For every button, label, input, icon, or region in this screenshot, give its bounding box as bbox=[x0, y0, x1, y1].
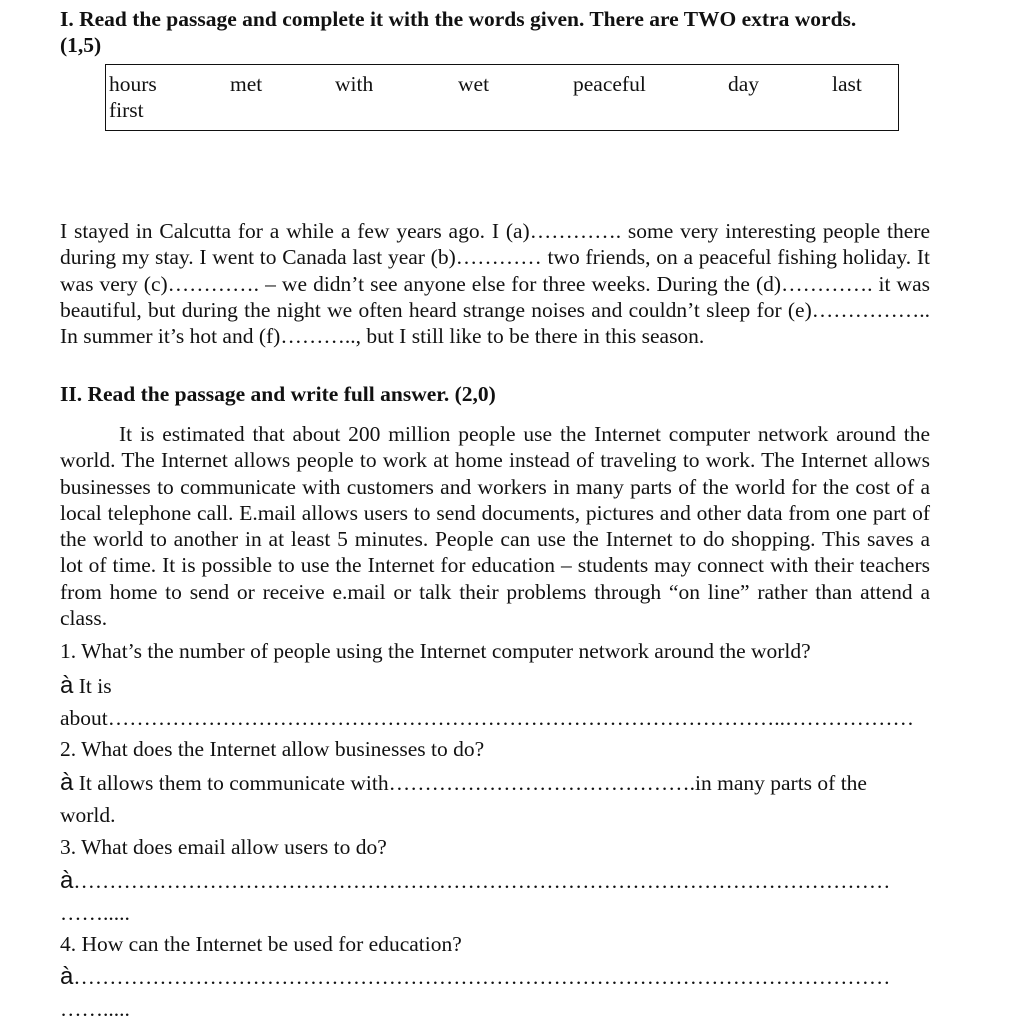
answer-1-line2: about…………………………………………………………………………………..……………… bbox=[60, 706, 915, 730]
section1-heading-text: I. Read the passage and complete it with the words given. There are TWO extra words. bbox=[60, 7, 857, 31]
word-with: with bbox=[335, 72, 374, 96]
section1-passage: I stayed in Calcutta for a while a few years ago. I (a)…………. some very interesting people there during my stay. I went to Canada last year (b)………… two friends, on a peaceful fishing holiday. It was very (c)…………. – we didn’t see anyone else for three weeks. During the (d)…………. it was beautiful, but during the night we often heard strange noises and couldn’t sleep for (e)…………….. In summer it’s hot and (f)……….., but I still like to be there in this season. bbox=[60, 219, 930, 349]
answer-4-line2: ……..... bbox=[60, 997, 130, 1021]
answer-2-line2: world. bbox=[60, 803, 116, 827]
section2-passage: It is estimated that about 200 million people use the Internet computer network around the world. The Internet allows people to work at home instead of traveling to work. The Internet allows businesses to communicate with customers and workers in many parts of the world for the cost of a local telephone call. E.mail allows users to send documents, pictures and other data from one part of the world to another in at least 5 minutes. People can use the Internet to do shopping. This saves a lot of time. It is possible to use the Internet for education – students may connect with their teachers from home to send or receive e.mail or talk their problems through “on line” rather than attend a class. bbox=[60, 422, 930, 631]
word-last: last bbox=[832, 72, 862, 96]
arrow-icon: à bbox=[60, 867, 74, 894]
arrow-icon: à bbox=[60, 963, 74, 990]
word-wet: wet bbox=[458, 72, 490, 96]
arrow-icon: à bbox=[60, 769, 74, 796]
answer-3-line2: ……..... bbox=[60, 901, 130, 925]
answer-3-line1 bbox=[60, 868, 890, 894]
answer-3-dots: …………………………………………………………………………………………………… bbox=[73, 869, 891, 893]
section1-heading bbox=[60, 6, 960, 58]
answer-4-line1 bbox=[60, 964, 890, 990]
word-met: met bbox=[230, 72, 263, 96]
question-2: 2. What does the Internet allow businesses to do? bbox=[60, 737, 485, 761]
answer-1-text: It is bbox=[78, 674, 112, 698]
question-1: 1. What’s the number of people using the Internet computer network around the world? bbox=[60, 639, 811, 663]
question-3: 3. What does email allow users to do? bbox=[60, 835, 387, 859]
arrow-icon: à bbox=[60, 672, 74, 699]
word-first: first bbox=[109, 98, 144, 122]
answer-4-dots: …………………………………………………………………………………………………… bbox=[73, 965, 891, 989]
word-day: day bbox=[728, 72, 760, 96]
answer-2-text: It allows them to communicate with…………………………………….in many parts of the bbox=[78, 771, 867, 795]
answer-1-line1 bbox=[60, 673, 112, 699]
section2-heading: II. Read the passage and write full answer. (2,0) bbox=[60, 382, 496, 406]
answer-2-line1 bbox=[60, 770, 867, 796]
word-peaceful: peaceful bbox=[573, 72, 646, 96]
word-box bbox=[105, 64, 899, 131]
question-4: 4. How can the Internet be used for education? bbox=[60, 932, 462, 956]
section1-points: (1,5) bbox=[60, 33, 102, 57]
word-hours: hours bbox=[109, 72, 157, 96]
